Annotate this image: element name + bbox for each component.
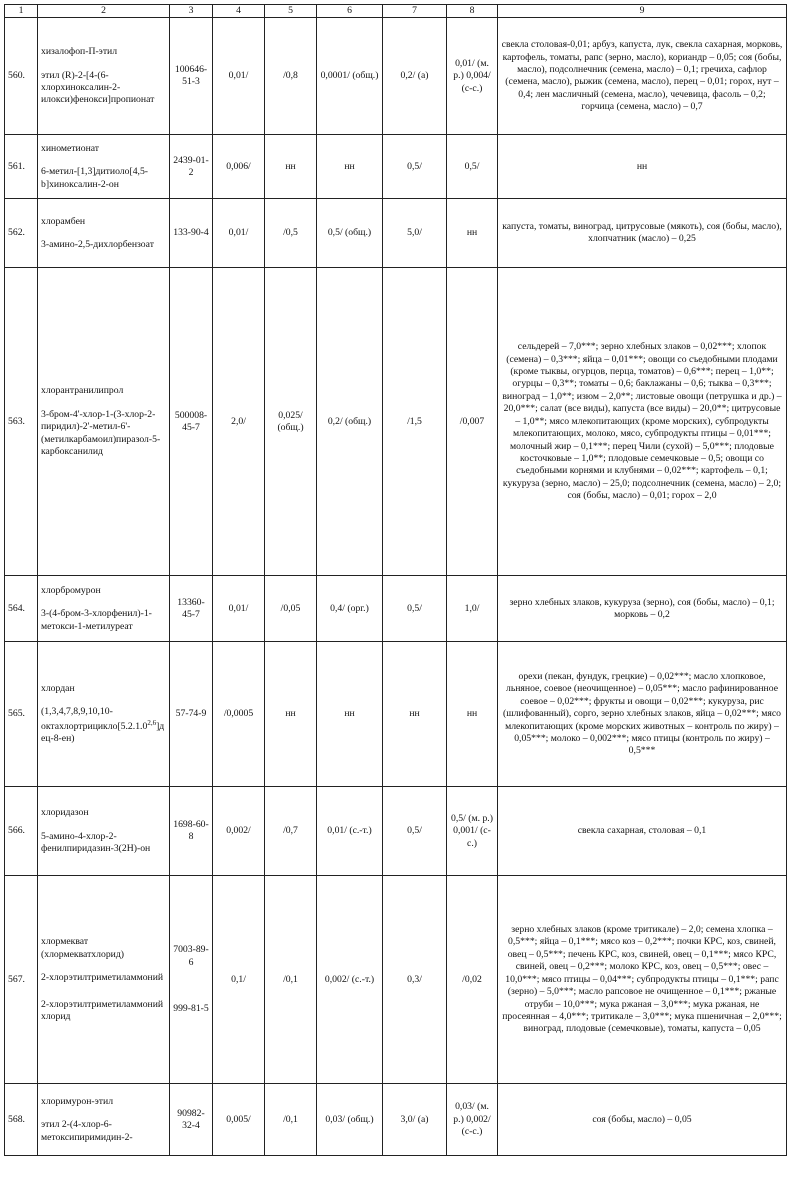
row-number: 560. (5, 18, 38, 135)
chemical-name: 3-амино-2,5-дихлорбензоат (41, 238, 154, 250)
col-7-value: 0,2/ (а) (383, 18, 447, 135)
table-row (5, 135, 787, 199)
substance-name: хлорбромурон (41, 584, 101, 596)
header-row (5, 5, 787, 18)
col-6-value: 0,0001/ (общ.) (317, 18, 383, 135)
header-col-7: 7 (383, 5, 447, 18)
substance-cell (38, 787, 170, 876)
col-5-value: /0,1 (265, 876, 317, 1084)
header-col-6: 6 (317, 5, 383, 18)
table-row (5, 876, 787, 1084)
col-8-value: нн (447, 642, 498, 787)
col-8-value: 0,03/ (м. р.) 0,002/ (с-с.) (447, 1084, 498, 1156)
col-7-value: 5,0/ (383, 199, 447, 268)
chemical-name: 2-хлорэтилтриметиламмоний (41, 972, 164, 984)
col-7-value: 0,3/ (383, 876, 447, 1084)
col-6-value: 0,4/ (орг.) (317, 576, 383, 642)
cas-number: 57-74-9 (170, 642, 213, 787)
chemical-name-2: 2-хлорэтилтриметиламмоний хлорид (41, 998, 164, 1023)
substance-cell (38, 135, 170, 199)
col-5-value: /0,05 (265, 576, 317, 642)
col-5-value: 0,025/ (общ.) (265, 268, 317, 576)
header-col-5: 5 (265, 5, 317, 18)
col-6-value: 0,5/ (общ.) (317, 199, 383, 268)
residue-limits: соя (бобы, масло) – 0,05 (498, 1084, 787, 1156)
row-number: 564. (5, 576, 38, 642)
cas-number: 1698-60-8 (170, 787, 213, 876)
header-col-9: 9 (498, 5, 787, 18)
table-row (5, 18, 787, 135)
chemical-name: 5-амино-4-хлор-2-фенилпиридазин-3(2H)-он (41, 830, 151, 855)
col-5-value: /0,5 (265, 199, 317, 268)
cas-number: 7003-89-6 (173, 944, 209, 968)
residue-limits: нн (498, 135, 787, 199)
chemical-name: 3-бром-4'-хлор-1-(3-хлор-2-пиридил)-2'-метил-6'-(метилкарбамоил)пиразол-5-карбоксанилид (41, 408, 161, 458)
col-8-value: 0,5/ (447, 135, 498, 199)
row-number: 567. (5, 876, 38, 1084)
col-6-value: 0,002/ (с.-т.) (317, 876, 383, 1084)
row-number: 568. (5, 1084, 38, 1156)
residue-limits: зерно хлебных злаков (кроме тритикале) – 2,0; семена хлопка – 0,5***; яйца – 0,1***; мясо коз – 0,2***; почки КРС, коз, свиней, овец – 0,5***; печень КРС, коз, свиней, овец – 0,1***; мясо КРС, свиней, овец – 0,2***; молоко КРС, коз, овец – 0,5***; овес – 10,0***; мясо птицы – 0,04***; субпродукты птицы – 0,1***; рапс (зерно) – 5,0***; масло рапсовое не очищенное – 0,1***; ржаные отруби – 10,0***; мука ржаная – 3,0***; мука ржаная, не просеянная – 4,0***; тритикале – 3,0***; мука пшеничная – 2,0***; виноград, плодовые (семечковые), томаты, капуста – 0,05 (498, 876, 787, 1084)
substance-name: хлоридазон (41, 807, 89, 819)
col-8-value: /0,02 (447, 876, 498, 1084)
row-number: 563. (5, 268, 38, 576)
col-7-value: 0,5/ (383, 135, 447, 199)
chemical-name: этил (R)-2-[4-(6-хлорхиноксалин-2-илокси)фенокси]пропионат (41, 69, 155, 106)
table-row (5, 576, 787, 642)
cas-number: 100646-51-3 (170, 18, 213, 135)
cas-number-2: 999-81-5 (173, 1003, 209, 1015)
header-col-3: 3 (170, 5, 213, 18)
residue-limits: свекла столовая-0,01; арбуз, капуста, лук, свекла сахарная, морковь, картофель, томаты, рапс (зерно, масло), кориандр – 0,05; соя (бобы, масло), подсолнечник (семена, масло) – 0,1; гречиха, сафлор (семена, масло), рыжик (семена, масло), перец – 0,01; горох, нут – 0,4; лен масличный (семена, масло), чечевица, фасоль – 0,2; горчица (семена, масло) – 0,7 (498, 18, 787, 135)
col-4-value: 0,005/ (213, 1084, 265, 1156)
col-8-value: нн (447, 199, 498, 268)
col-7-value: 3,0/ (а) (383, 1084, 447, 1156)
residue-limits: орехи (пекан, фундук, грецкие) – 0,02***; масло хлопковое, льняное, соевое (неочищенное) – 0,05***; масло рафинированное соевое – 0,02***; фрукты и овощи – 0,02***; кукуруза, рис (шлифованный), сорго, зерно хлебных злаков, яйца – 0,02***; мясо млекопитающих (кроме морских животных – контроль по жиру) – 0,05***; молоко – 0,002***; мясо птицы (контроль по жиру) – 0,5*** (498, 642, 787, 787)
cas-number: 2439-01-2 (170, 135, 213, 199)
col-4-value: 0,01/ (213, 199, 265, 268)
substance-cell (38, 199, 170, 268)
chemical-name: 3-(4-бром-3-хлорфенил)-1-метокси-1-метилуреат (41, 608, 152, 632)
col-4-value: 0,1/ (213, 876, 265, 1084)
col-7-value: 0,5/ (383, 576, 447, 642)
row-number: 562. (5, 199, 38, 268)
col-4-value: /0,0005 (213, 642, 265, 787)
cas-number: 90982-32-4 (170, 1084, 213, 1156)
col-8-value: /0,007 (447, 268, 498, 576)
cas-number: 13360-45-7 (170, 576, 213, 642)
substance-name: хлормекват (41, 936, 89, 948)
col-4-value: 0,002/ (213, 787, 265, 876)
residue-limits: свекла сахарная, столовая – 0,1 (498, 787, 787, 876)
col-5-value: /0,7 (265, 787, 317, 876)
col-6-value: 0,01/ (с.-т.) (317, 787, 383, 876)
substance-name: хинометионат (41, 142, 100, 154)
residue-limits: сельдерей – 7,0***; зерно хлебных злаков – 0,02***; хлопок (семена) – 0,3***; яйца – 0,01***; овощи со съедобными плодами (кроме тыквы, огурцов, перца, томатов) – 0,6***; перец – 1,0**; огурцы – 0,3**; томаты – 0,6; баклажаны – 0,6; тыква – 0,3***; виноград – 1,0**; изюм – 2,0**; листовые овощи (петрушка и др.) – 20,0***; салат (все виды), капуста (все виды) – 20,0**; цитрусовые – 1,0**; мясо млекопитающих (кроме морских), субпродукты млекопитающих, молоко, мясо, субпродукты птицы – 0,01***; молочный жир – 0,1***; перец Чили (сухой) – 5,0***; плодовые косточковые – 1,0**; плодовые семечковые – 0,5; овощи со съедобными корнями и клубнями – 0,02***; картофель – 0,1; кукуруза (зерно, масло) – 25,0; подсолнечник (семена, масло) – 2,0; соя (бобы, масло) – 0,01; горох – 2,0 (498, 268, 787, 576)
table-row (5, 199, 787, 268)
table-row (5, 1084, 787, 1156)
cas-number-cell (170, 876, 213, 1084)
substance-cell (38, 642, 170, 787)
header-col-1: 1 (5, 5, 38, 18)
col-7-value: /1,5 (383, 268, 447, 576)
col-4-value: 0,006/ (213, 135, 265, 199)
substance-synonym: (хлормекватхлорид) (41, 948, 125, 960)
substance-name: хизалофоп-П-этил (41, 46, 118, 58)
substance-cell (38, 1084, 170, 1156)
col-5-value: /0,1 (265, 1084, 317, 1156)
table-row (5, 642, 787, 787)
header-col-8: 8 (447, 5, 498, 18)
col-4-value: 0,01/ (213, 18, 265, 135)
col-5-value: нн (265, 135, 317, 199)
cas-number: 133-90-4 (170, 199, 213, 268)
substance-name: хлордан (41, 682, 75, 694)
col-6-value: 0,2/ (общ.) (317, 268, 383, 576)
substance-cell (38, 18, 170, 135)
row-number: 565. (5, 642, 38, 787)
chemical-name: этил 2-(4-хлор-6-метоксипиримидин-2- (41, 1119, 133, 1143)
col-6-value: 0,03/ (общ.) (317, 1084, 383, 1156)
substance-name: хлорамбен (41, 215, 86, 227)
col-5-value: /0,8 (265, 18, 317, 135)
col-4-value: 2,0/ (213, 268, 265, 576)
col-5-value: нн (265, 642, 317, 787)
row-number: 561. (5, 135, 38, 199)
table-row (5, 268, 787, 576)
cas-number: 500008-45-7 (170, 268, 213, 576)
residue-limits: капуста, томаты, виноград, цитрусовые (мякоть), соя (бобы, масло), хлопчатник (масло) – 0,25 (498, 199, 787, 268)
col-8-value: 1,0/ (447, 576, 498, 642)
col-6-value: нн (317, 135, 383, 199)
chemical-name: 6-метил-[1,3]дитиоло[4,5-b]хиноксалин-2-он (41, 166, 149, 190)
substance-name: хлорантранилипрол (41, 385, 124, 397)
header-col-2: 2 (38, 5, 170, 18)
col-6-value: нн (317, 642, 383, 787)
chemical-name: (1,3,4,7,8,9,10,10-октахлортрицикло[5.2.1.0$^{2,6}$]дец-8-ен) (41, 706, 165, 745)
substance-cell (38, 268, 170, 576)
col-4-value: 0,01/ (213, 576, 265, 642)
col-7-value: 0,5/ (383, 787, 447, 876)
col-8-value: 0,5/ (м. р.) 0,001/ (с-с.) (447, 787, 498, 876)
row-number: 566. (5, 787, 38, 876)
residue-limits: зерно хлебных злаков, кукуруза (зерно), соя (бобы, масло) – 0,1; морковь – 0,2 (498, 576, 787, 642)
substance-name: хлоримурон-этил (41, 1095, 114, 1107)
col-7-value: нн (383, 642, 447, 787)
hygienic-standards-table (4, 4, 787, 1156)
table-row (5, 787, 787, 876)
substance-cell (38, 876, 170, 1084)
header-col-4: 4 (213, 5, 265, 18)
col-8-value: 0,01/ (м. р.) 0,004/ (с-с.) (447, 18, 498, 135)
substance-cell (38, 576, 170, 642)
